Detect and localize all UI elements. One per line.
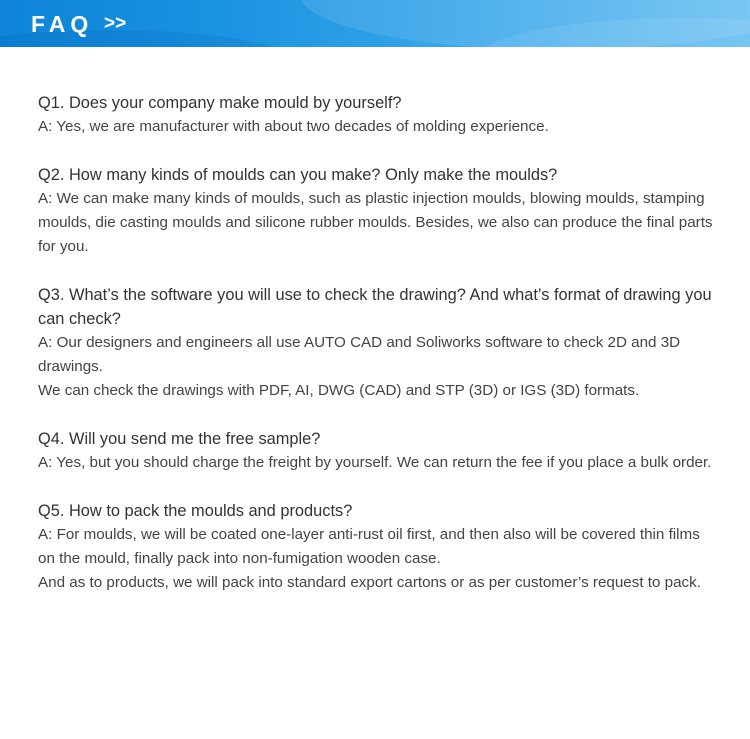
faq-question: Q5. How to pack the moulds and products? <box>38 502 353 520</box>
faq-item-3 <box>38 283 718 403</box>
faq-item-2 <box>38 163 718 259</box>
faq-item-4 <box>38 427 718 475</box>
faq-answer: A: Yes, we are manufacturer with about two decades of molding experience. <box>38 118 549 135</box>
banner-title: FAQ <box>31 11 94 37</box>
faq-list <box>38 91 718 619</box>
faq-answer-continued: We can check the drawings with PDF, AI, DWG (CAD) and STP (3D) or IGS (3D) formats. <box>38 382 640 399</box>
faq-answer-continued: And as to products, we will pack into standard export cartons or as per customer’s request to pack. <box>38 574 701 591</box>
faq-answer: A: For moulds, we will be coated one-layer anti-rust oil first, and then also will be covered thin films on the mould, finally pack into non-fumigation wooden case. <box>38 526 700 567</box>
double-chevron-right-icon: >> <box>104 13 127 34</box>
faq-item-1 <box>38 91 718 139</box>
faq-question: Q4. Will you send me the free sample? <box>38 430 321 448</box>
faq-answer: A: Yes, but you should charge the freight by yourself. We can return the fee if you place a bulk order. <box>38 454 712 471</box>
faq-question: Q1. Does your company make mould by yourself? <box>38 94 402 112</box>
faq-answer: A: Our designers and engineers all use AUTO CAD and Soliworks software to check 2D and 3D drawings. <box>38 334 681 375</box>
faq-question: Q2. How many kinds of moulds can you make? Only make the moulds? <box>38 166 558 184</box>
faq-answer: A: We can make many kinds of moulds, such as plastic injection moulds, blowing moulds, stamping moulds, die casting moulds and silicone rubber moulds. Besides, we also can produce the final parts for you. <box>38 190 713 255</box>
faq-item-5 <box>38 499 718 595</box>
faq-banner <box>0 0 750 47</box>
faq-question: Q3. What’s the software you will use to check the drawing? And what’s format of drawing you can check? <box>38 286 712 328</box>
